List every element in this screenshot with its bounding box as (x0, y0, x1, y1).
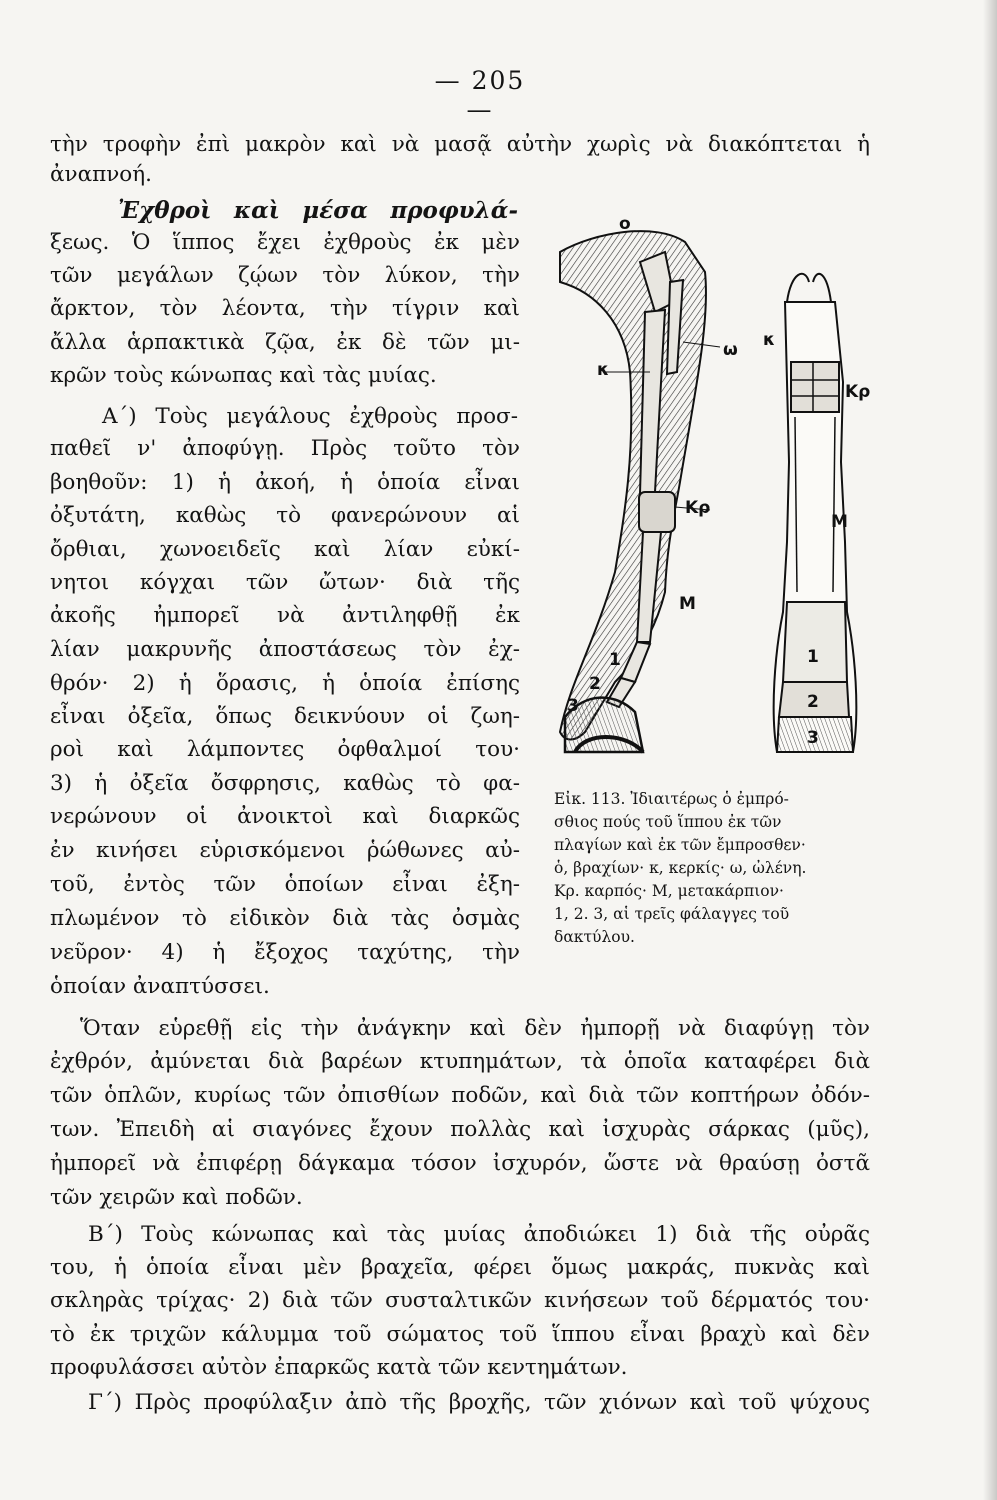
caption-line: δακτύλου. (554, 928, 635, 946)
text-line: τὸ ἐκ τριχῶν κάλυμμα τοῦ σώματος τοῦ ἵππου εἶναι βραχὺ καὶ δὲν (50, 1322, 870, 1347)
column-line: κρῶν τοὺς κώνωπας καὶ τὰς μυίας. (50, 363, 437, 388)
column-line: ὀξυτάτη, καθὼς τὸ φανερώνουν αἱ (50, 503, 520, 528)
column-line: ροὶ καὶ λάμποντες ὀφθαλμοί του· (50, 737, 520, 762)
column-line: νερώνουν οἱ ἀνοικτοὶ καὶ διαρκῶς (50, 804, 520, 829)
caption-line: Κρ. καρπός· Μ, μετακάρπιον· (554, 882, 784, 900)
caption-line: 1, 2. 3, αἱ τρεῖς φάλαγγες τοῦ (554, 905, 790, 923)
page-edge-shadow (983, 0, 997, 1500)
text-line: Β΄) Τοὺς κώνωπας καὶ τὰς μυίας ἀποδιώκει 1) διὰ τῆς οὐρᾶς (88, 1222, 870, 1247)
column-line: βοηθοῦν: 1) ἡ ἀκοή, ἡ ὁποία εἶναι (50, 470, 520, 495)
page-number: — 205 — (434, 66, 526, 124)
column-line: τοῦ, ἐντὸς τῶν ὁποίων εἶναι ἐξη- (50, 872, 520, 897)
column-line: εἶναι ὀξεῖα, ὅπως δεικνύουν οἱ ζωη- (50, 704, 520, 729)
column-line: Α΄) Τοὺς μεγάλους ἐχθροὺς προσ- (102, 404, 518, 429)
column-line: ἄλλα ἁρπακτικὰ ζῷα, ἐκ δὲ τῶν μι- (50, 330, 520, 355)
text-line: Ὅταν εὑρεθῇ εἰς τὴν ἀνάγκην καὶ δὲν ἠμπορῇ νὰ διαφύγῃ τὸν (80, 1016, 870, 1041)
text-line: ἀναπνοή. (50, 162, 152, 187)
caption-line: Εἰκ. 113. Ἰδιαιτέρως ὁ ἐμπρό- (554, 790, 789, 808)
label-phalanx-2-right: 2 (807, 692, 819, 712)
column-line: ξεως. Ὁ ἵππος ἔχει ἐχθροὺς ἐκ μὲν (50, 230, 520, 255)
label-phalanx-3-left: 3 (567, 696, 579, 716)
column-line: ὁποίαν ἀναπτύσσει. (50, 974, 270, 999)
caption-line: σθιος πούς τοῦ ἵππου ἐκ τῶν (554, 813, 782, 831)
label-omega: ω (723, 340, 738, 360)
column-line: τῶν μεγάλων ζῴων τὸν λύκον, τὴν (50, 263, 520, 288)
column-line: 3) ἡ ὀξεῖα ὄσφρησις, καθὼς τὸ φα- (50, 771, 520, 796)
label-phalanx-1-right: 1 (807, 647, 819, 667)
column-line: θρόν· 2) ἡ ὅρασις, ἡ ὁποία ἐπίσης (50, 671, 520, 696)
text-line: Γ΄) Πρὸς προφύλαξιν ἀπὸ τῆς βροχῆς, τῶν χιόνων καὶ τοῦ ψύχους (88, 1390, 870, 1415)
text-line: σκληρὰς τρίχας· 2) διὰ τῶν συσταλτικῶν κινήσεων τοῦ δέρματός του· (50, 1288, 870, 1313)
text-line: τῶν ὁπλῶν, κυρίως τῶν ὀπισθίων ποδῶν, καὶ διὰ τῶν κοπτήρων ὀδόν- (50, 1083, 870, 1108)
label-kappa-right: κ (763, 330, 776, 350)
label-m-right: Μ (831, 512, 848, 532)
column-line: νητοι κόγχαι τῶν ὤτων· διὰ τῆς (50, 570, 520, 595)
column-line: ἄρκτον, τὸν λέοντα, τὴν τίγριν καὶ (50, 296, 520, 321)
label-phalanx-2-left: 2 (589, 674, 601, 694)
horse-foreleg-illustration (555, 212, 885, 782)
text-line: προφυλάσσει αὐτὸν ἐπαρκῶς κατὰ τῶν κεντημάτων. (50, 1355, 628, 1380)
column-line: παθεῖ ν' ἀποφύγῃ. Πρὸς τοῦτο τὸν (50, 436, 520, 461)
text-line: ἐχθρόν, ἀμύνεται διὰ βαρέων κτυπημάτων, τὰ ὁποῖα καταφέρει διὰ (50, 1049, 870, 1074)
column-line: ἐν κινήσει εὑρισκόμενοι ῥώθωνες αὐ- (50, 838, 520, 863)
label-kr-right: Κρ (845, 382, 871, 402)
text-line: τῶν χειρῶν καὶ ποδῶν. (50, 1185, 303, 1210)
text-line: τὴν τροφὴν ἐπὶ μακρὸν καὶ νὰ μασᾷ αὐτὴν χωρὶς νὰ διακόπτεται ἡ (50, 132, 870, 157)
label-kappa-left: κ (597, 360, 610, 380)
column-line: ὄρθιαι, χωνοειδεῖς καὶ λίαν εὐκί- (50, 537, 520, 562)
label-kr-left: Κρ (685, 498, 711, 518)
caption-line: ὁ, βραχίων· κ, κερκίς· ω, ὠλένη. (554, 859, 807, 877)
text-line: των. Ἐπειδὴ αἱ σιαγόνες ἔχουν πολλὰς καὶ ἰσχυρὰς σάρκας (μῦς), (50, 1117, 870, 1142)
text-line: ἠμπορεῖ νὰ ἐπιφέρῃ δάγκαμα τόσον ἰσχυρόν, ὥστε νὰ θραύσῃ ὀστᾶ (50, 1151, 870, 1176)
horse-leg-figure (555, 212, 885, 782)
label-phalanx-1-left: 1 (609, 650, 621, 670)
column-line: νεῦρον· 4) ἡ ἔξοχος ταχύτης, τὴν (50, 940, 520, 965)
label-m-left: Μ (679, 594, 696, 614)
label-phalanx-3-right: 3 (807, 728, 819, 748)
column-line: λίαν μακρυνῆς ἀποστάσεως τὸν ἐχ- (50, 637, 520, 662)
column-line: πλωμένον τὸ εἰδικὸν διὰ τὰς ὀσμὰς (50, 906, 520, 931)
caption-line: πλαγίων καὶ ἐκ τῶν ἔμπροσθεν· (554, 836, 806, 854)
text-line: του, ἡ ὁποία εἶναι μὲν βραχεῖα, φέρει ὅμως μακράς, πυκνὰς καὶ (50, 1255, 870, 1280)
figure-caption (554, 788, 884, 949)
section-heading: Ἐχθροὶ καὶ μέσα προφυλά- (118, 197, 518, 224)
label-o: ο (619, 214, 631, 234)
column-line: ἀκοῆς ἠμπορεῖ νὰ ἀντιληφθῇ ἐκ (50, 603, 520, 628)
